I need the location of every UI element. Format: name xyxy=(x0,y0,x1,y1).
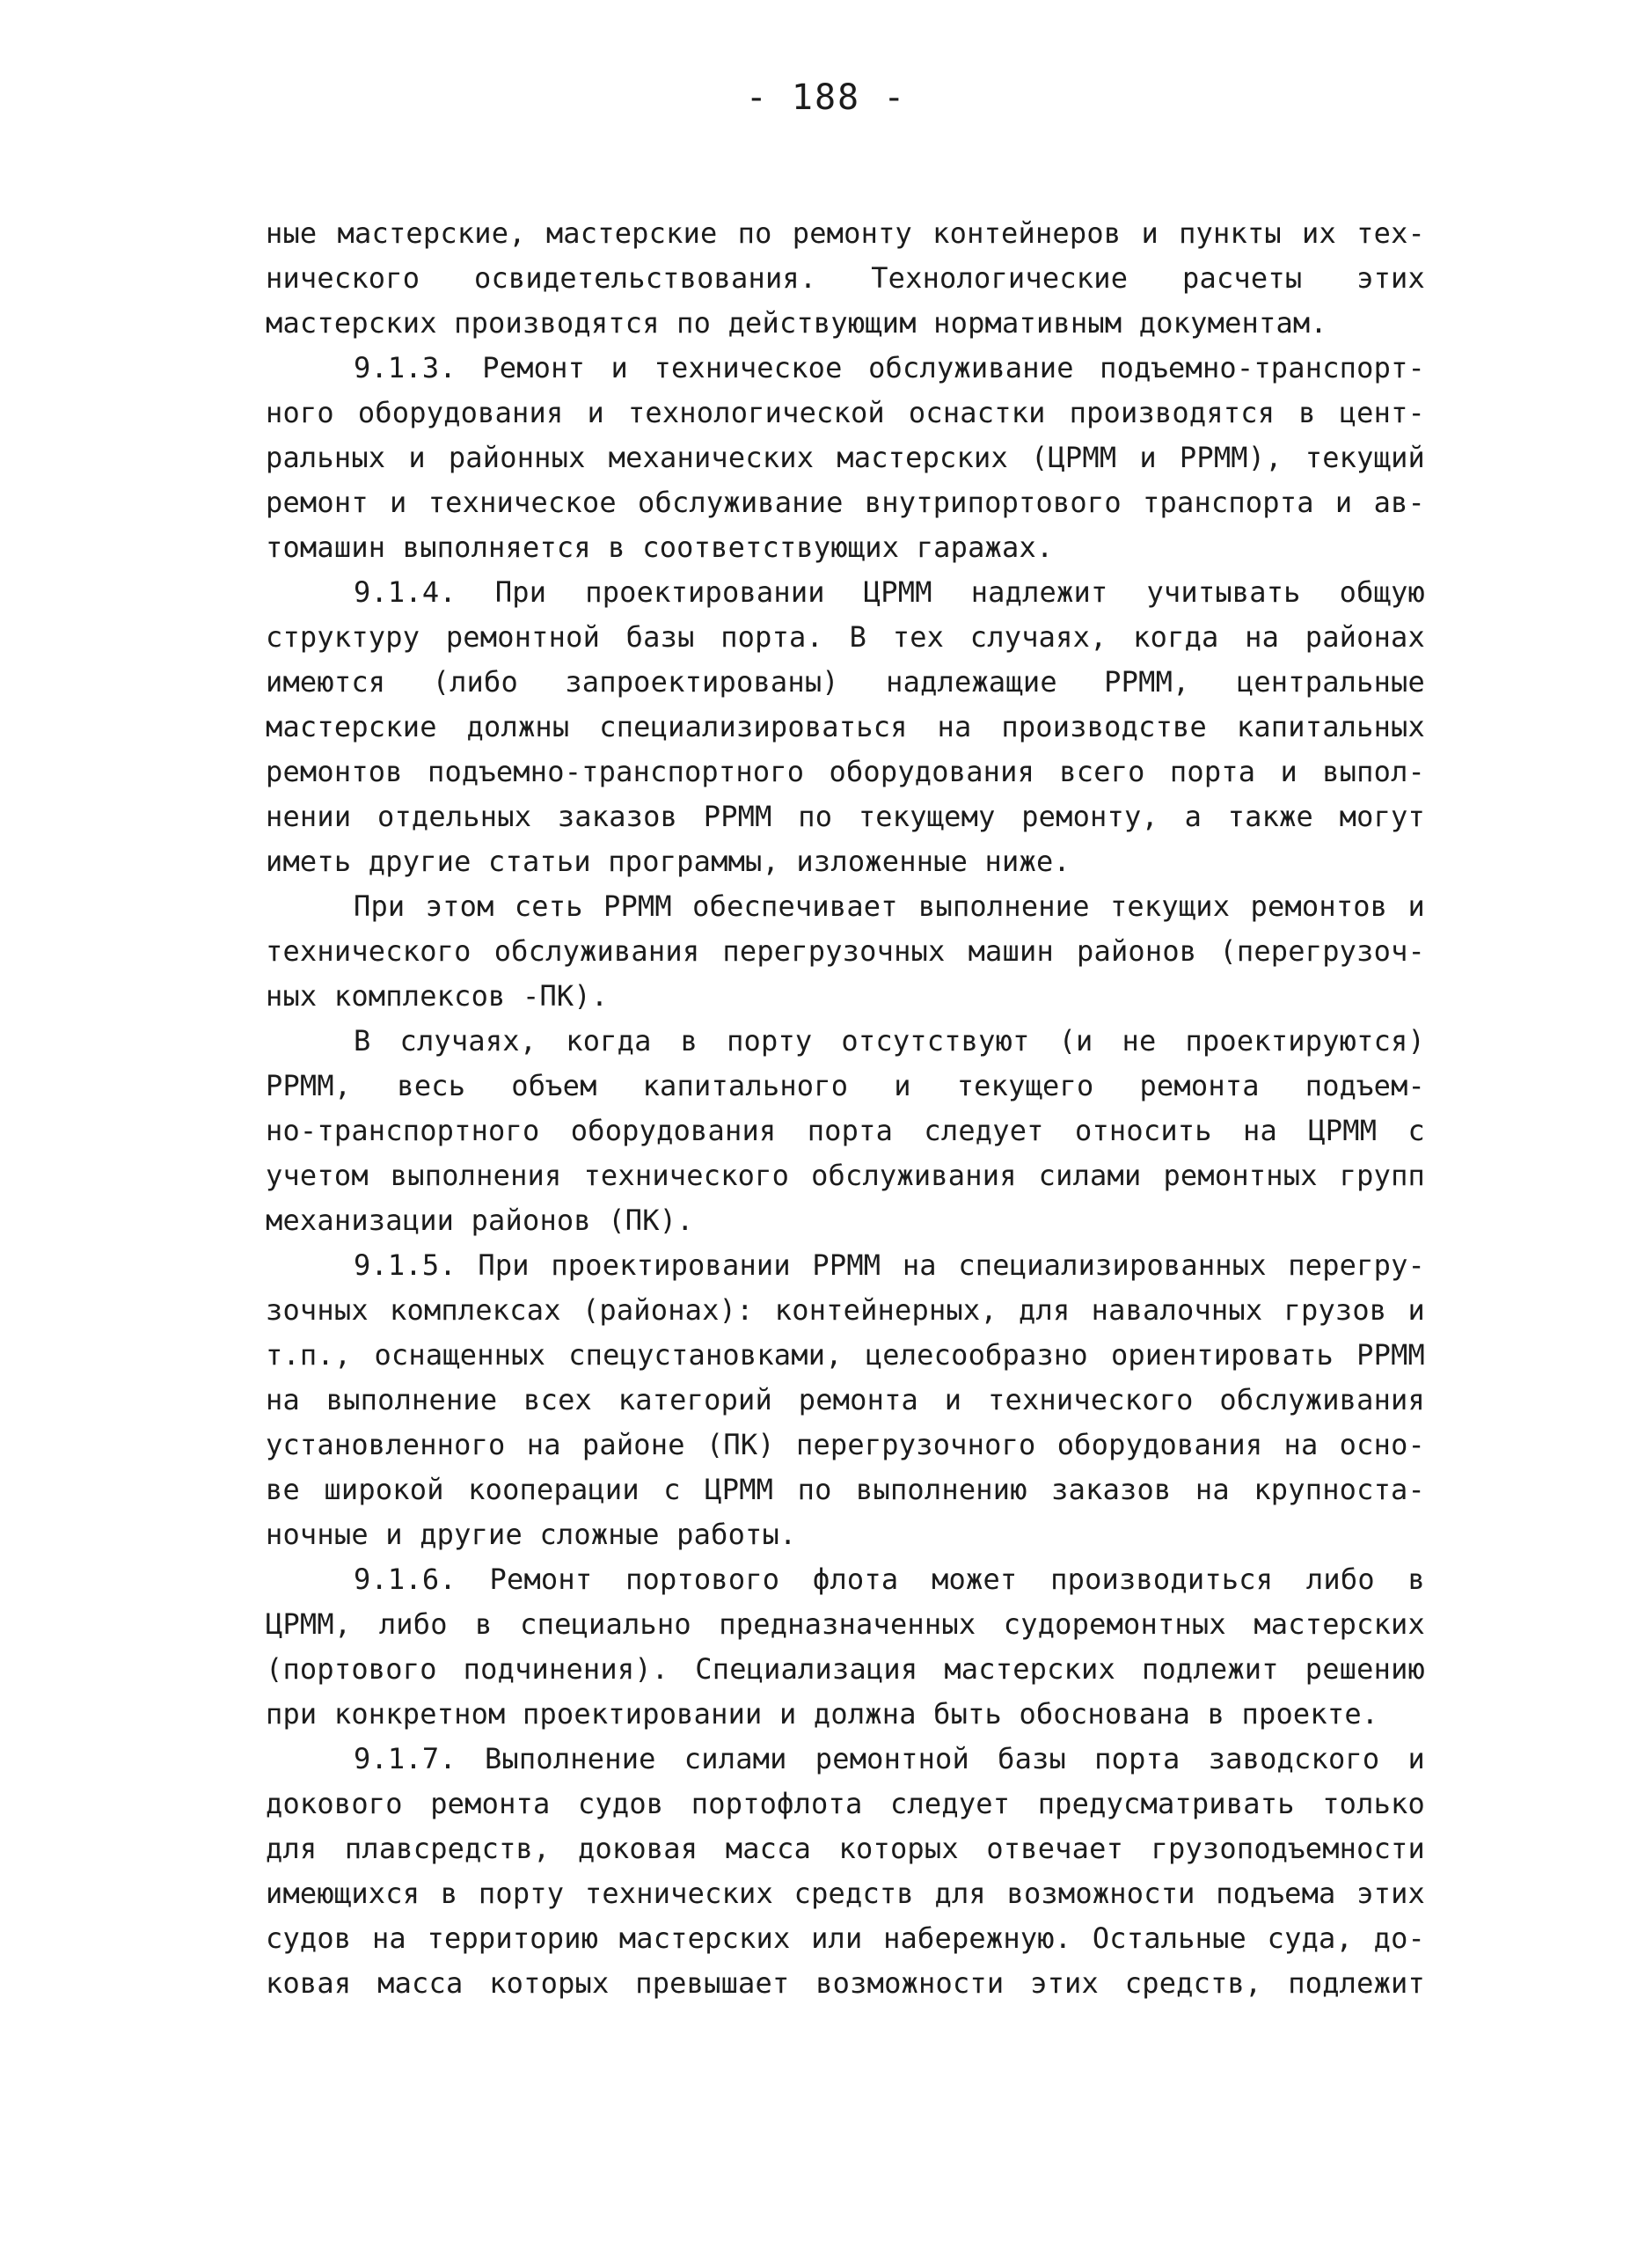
paragraph-first-line: 9.1.3. Ремонт и техническое обслуживание подъемно-транспорт- xyxy=(354,351,1425,384)
paragraph-first-line: 9.1.5. При проектировании РРММ на специализированных перегру- xyxy=(354,1248,1425,1282)
text-line: имеются (либо запроектированы) надлежащие РРММ, центральные xyxy=(266,665,1425,699)
text-line: ночные и другие сложные работы. xyxy=(266,1518,797,1551)
text-line: нического освидетельствования. Технологические расчеты этих xyxy=(266,261,1425,295)
text-line: ральных и районных механических мастерских (ЦРММ и РРММ), текущий xyxy=(266,441,1425,474)
page-number: - 188 - xyxy=(745,77,907,118)
text-line: структуру ремонтной базы порта. В тех случаях, когда на районах xyxy=(266,620,1425,654)
text-line: мастерских производятся по действующим нормативным документам. xyxy=(266,306,1327,340)
text-line: т.п., оснащенных спецустановками, целесообразно ориентировать РРММ xyxy=(266,1338,1425,1372)
text-line: судов на территорию мастерских или набережную. Остальные суда, до- xyxy=(266,1921,1425,1955)
paragraph-first-line: 9.1.4. При проектировании ЦРММ надлежит учитывать общую xyxy=(354,575,1425,609)
text-line: технического обслуживания перегрузочных машин районов (перегрузоч- xyxy=(266,934,1425,968)
text-line: но-транспортного оборудования порта следует относить на ЦРММ с xyxy=(266,1114,1425,1147)
text-line: ных комплексов -ПК). xyxy=(266,979,609,1013)
text-line: ковая масса которых превышает возможности этих средств, подлежит xyxy=(266,1966,1425,2000)
text-line: на выполнение всех категорий ремонта и технического обслуживания xyxy=(266,1383,1425,1416)
paragraph-first-line: 9.1.7. Выполнение силами ремонтной базы порта заводского и xyxy=(354,1742,1425,1775)
text-line: зочных комплексах (районах): контейнерных, для навалочных грузов и xyxy=(266,1293,1425,1327)
text-line: при конкретном проектировании и должна быть обоснована в проекте. xyxy=(266,1697,1379,1731)
text-line: нении отдельных заказов РРММ по текущему ремонту, а также могут xyxy=(266,800,1425,833)
text-line: для плавсредств, доковая масса которых отвечает грузоподъемности xyxy=(266,1832,1425,1865)
text-line: мастерские должны специализироваться на производстве капитальных xyxy=(266,710,1425,743)
text-line: ве широкой кооперации с ЦРММ по выполнению заказов на крупноста- xyxy=(266,1473,1425,1506)
text-line: ные мастерские, мастерские по ремонту контейнеров и пункты их тех- xyxy=(266,216,1425,250)
text-line: ремонтов подъемно-транспортного оборудования всего порта и выпол- xyxy=(266,755,1425,788)
text-line: РРММ, весь объем капитального и текущего ремонта подъем- xyxy=(266,1069,1425,1102)
text-line: имеющихся в порту технических средств для возможности подъема этих xyxy=(266,1877,1425,1910)
paragraph-first-line: При этом сеть РРММ обеспечивает выполнение текущих ремонтов и xyxy=(354,889,1425,923)
text-line: докового ремонта судов портофлота следует предусматривать только xyxy=(266,1787,1425,1820)
text-line: иметь другие статьи программы, изложенные ниже. xyxy=(266,845,1071,878)
text-line: томашин выполняется в соответствующих гаражах. xyxy=(266,531,1054,564)
paragraph-first-line: 9.1.6. Ремонт портового флота может производиться либо в xyxy=(354,1563,1425,1596)
text-line: учетом выполнения технического обслуживания силами ремонтных групп xyxy=(266,1159,1425,1192)
text-line: установленного на районе (ПК) перегрузочного оборудования на осно- xyxy=(266,1428,1425,1461)
text-line: механизации районов (ПК). xyxy=(266,1204,694,1237)
text-line: ного оборудования и технологической оснастки производятся в цент- xyxy=(266,396,1425,429)
paragraph-first-line: В случаях, когда в порту отсутствуют (и не проектируются) xyxy=(354,1024,1425,1058)
text-line: ЦРММ, либо в специально предназначенных судоремонтных мастерских xyxy=(266,1607,1425,1641)
text-line: (портового подчинения). Специализация мастерских подлежит решению xyxy=(266,1652,1425,1686)
text-line: ремонт и техническое обслуживание внутрипортового транспорта и ав- xyxy=(266,486,1425,519)
body-text xyxy=(266,211,1425,2006)
